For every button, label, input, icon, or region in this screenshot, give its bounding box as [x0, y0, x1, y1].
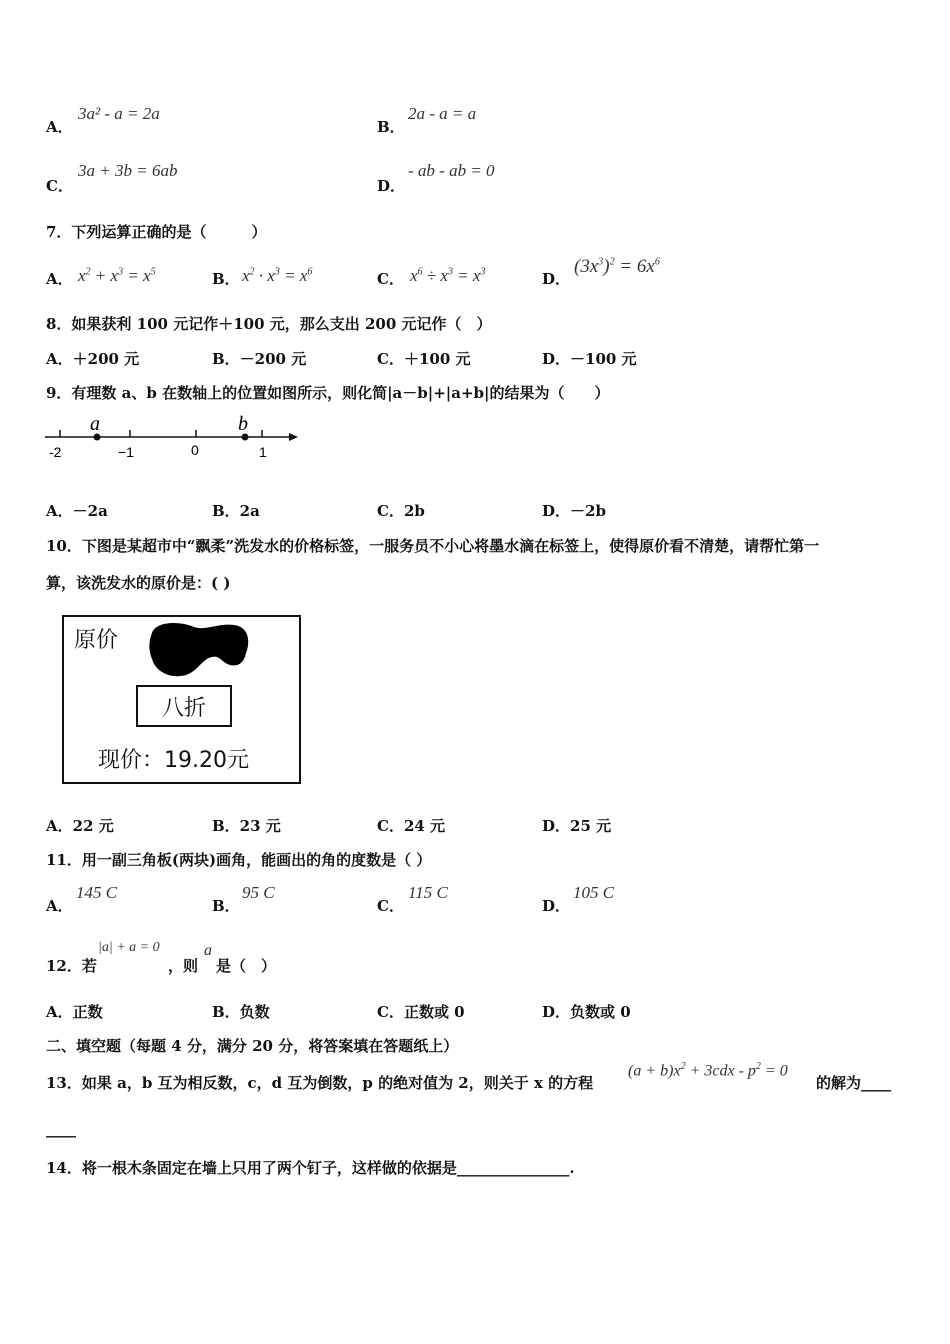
q7-stem: 7．下列运算正确的是（ ）: [46, 223, 267, 241]
q11-stem: 11．用一副三角板(两块)画角，能画出的角的度数是（ ）: [46, 851, 432, 869]
q7-option-a-label: A．: [46, 270, 73, 288]
q7-option-d-expr: $(3x^3)^2 = 6x^6$: [574, 256, 660, 277]
q11-option-c-expr: 115 C: [408, 883, 448, 902]
price-tag-discount: [136, 685, 232, 727]
q11-option-a-label: A．: [46, 897, 73, 915]
q9-tick-0: 0: [191, 442, 199, 458]
price-tag-discount-text: 八折: [161, 695, 206, 721]
q12-condition: |a| + a = 0: [98, 940, 160, 955]
q9-tick-1: 1: [259, 444, 267, 460]
q6-option-c-expr: 3a + 3b = 6ab: [78, 161, 178, 180]
q12-option-b: B．负数: [212, 1003, 270, 1021]
q7-option-c-expr: $x^6 \div x^3 = x^3$: [410, 266, 486, 285]
q6-option-c-label: C．: [46, 177, 73, 195]
q9-tick-neg1: −1: [118, 444, 134, 460]
section-2-heading: 二、填空题（每题 4 分，满分 20 分，将答案填在答题纸上）: [46, 1037, 459, 1055]
q13-equation: $(a + b)x^2 + 3cdx - p^2 = 0$: [628, 1061, 788, 1080]
q10-option-a: A．22 元: [46, 817, 114, 835]
q11-option-d-expr: 105 C: [573, 883, 615, 902]
q9-b-label: b: [238, 413, 248, 435]
q9-stem: 9．有理数 a、b 在数轴上的位置如图所示，则化简|a－b|+|a+b|的结果为（ ）: [46, 384, 610, 402]
q10-stem-line1: 10．下图是某超市中“飘柔”洗发水的价格标签，一服务员不小心将墨水滴在标签上，使得原价看不清楚，请帮忙第一: [46, 537, 820, 555]
q7-option-d-label: D．: [542, 270, 571, 288]
q7-option-c-label: C．: [377, 270, 404, 288]
q12-pre: 12．若: [46, 957, 97, 975]
q10-option-d: D．25 元: [542, 817, 612, 835]
q6-option-a-label: A．: [46, 118, 73, 136]
q11-option-d-label: D．: [542, 897, 571, 915]
q7-option-a-expr: $x^2 + x^3 = x^5$: [78, 266, 156, 285]
q12-var: a: [204, 942, 212, 959]
q8-option-a: A．＋200 元: [46, 350, 140, 368]
q11-option-b-label: B．: [212, 897, 240, 915]
q11-option-c-label: C．: [377, 897, 404, 915]
q12-mid: ，则: [168, 957, 199, 975]
q13-stem: 13．如果 a，b 互为相反数，c，d 互为倒数，p 的绝对值为 2，则关于 x 的方程: [46, 1074, 594, 1092]
q12-option-a: A．正数: [46, 1003, 103, 1021]
q6-option-a-expr: 3a² - a = 2a: [78, 104, 160, 123]
q9-option-c: C．2b: [377, 502, 425, 520]
q6-option-b-label: B．: [377, 118, 405, 136]
q11-option-b-expr: 95 C: [242, 883, 275, 902]
q10-option-c: C．24 元: [377, 817, 446, 835]
q10-stem-line2: 算，该洗发水的原价是：( ): [46, 574, 231, 592]
q10-option-b: B．23 元: [212, 817, 281, 835]
q6-option-d-label: D．: [377, 177, 406, 195]
price-tag: [62, 615, 301, 784]
q9-tick-neg2: -2: [49, 444, 62, 460]
price-tag-original-label: 原价: [74, 628, 119, 653]
q14-stem: 14．将一根木条固定在墙上只用了两个钉子，这样做的依据是_______________.: [46, 1159, 575, 1177]
q12-option-c: C．正数或 0: [377, 1003, 465, 1021]
q9-a-label: a: [90, 413, 100, 435]
q13-blank: 的解为____: [816, 1074, 892, 1092]
q7-option-b-label: B．: [212, 270, 240, 288]
ink-blot-icon: [146, 619, 256, 679]
q9-option-b: B．2a: [212, 502, 260, 520]
q8-option-d: D．－100 元: [542, 350, 637, 368]
q8-option-b: B．－200 元: [212, 350, 307, 368]
q8-stem: 8．如果获利 100 元记作＋100 元，那么支出 200 元记作（ ）: [46, 315, 492, 333]
price-tag-current-price: 现价：19.20元: [98, 748, 249, 773]
q9-option-a: A．－2a: [46, 502, 108, 520]
q11-option-a-expr: 145 C: [76, 883, 118, 902]
q6-option-b-expr: 2a - a = a: [408, 104, 477, 123]
q6-option-d-expr: - ab - ab = 0: [408, 161, 495, 180]
q12-post: 是（ ）: [216, 957, 277, 975]
q13-blank-continued: ____: [46, 1120, 76, 1138]
q12-option-d: D．负数或 0: [542, 1003, 631, 1021]
q7-option-b-expr: $x^2 \cdot x^3 = x^6$: [242, 266, 313, 285]
q9-number-line: [40, 408, 305, 468]
q8-option-c: C．＋100 元: [377, 350, 471, 368]
q9-option-d: D．－2b: [542, 502, 606, 520]
